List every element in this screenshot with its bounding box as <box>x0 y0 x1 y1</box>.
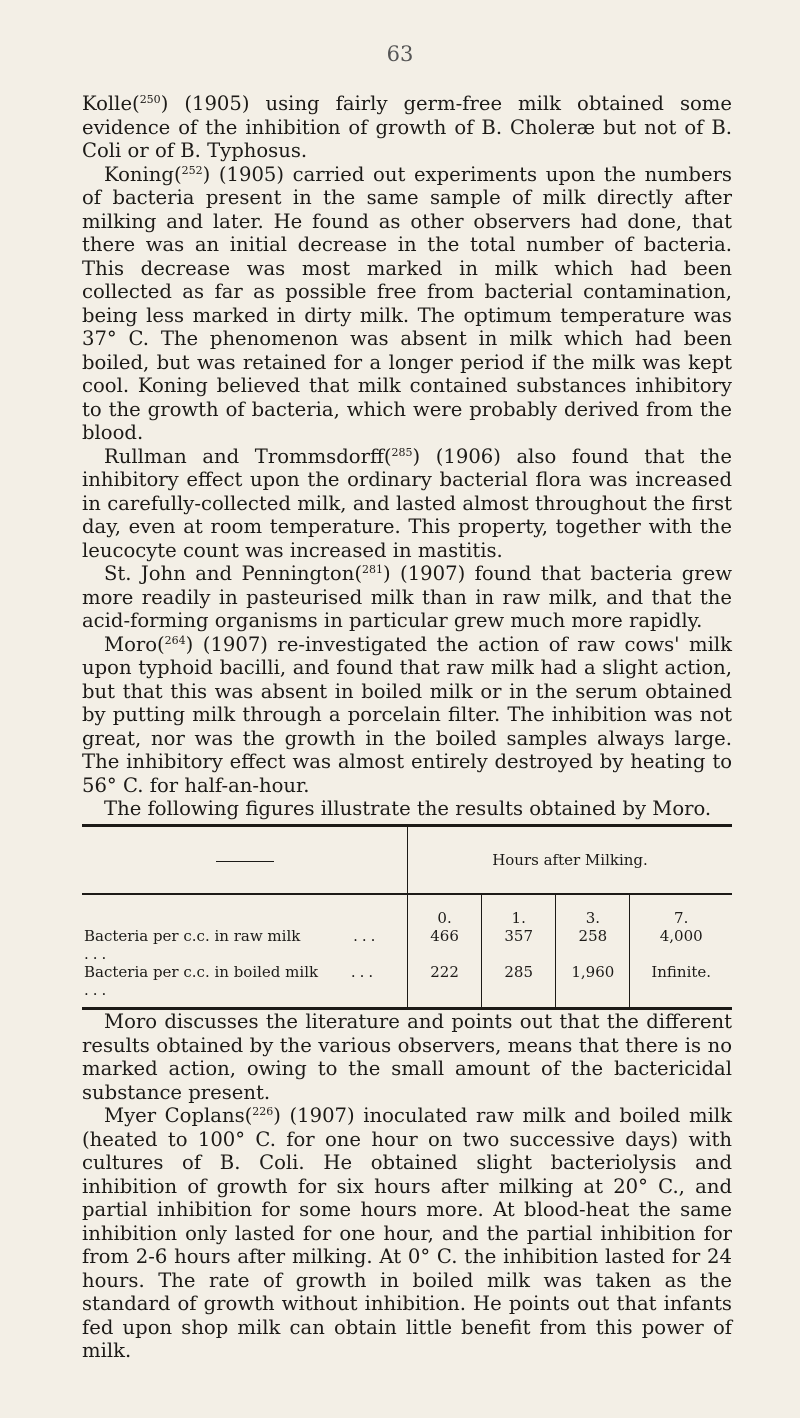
table-header-blank <box>82 826 408 895</box>
body-text-bottom <box>82 1010 732 1363</box>
cell-value: 258 <box>556 927 630 963</box>
leader-dots: ... ... <box>84 963 378 999</box>
paragraph-figures-intro: The following figures illustrate the results obtained by Moro. <box>104 797 712 820</box>
body-text-top <box>82 92 732 821</box>
cell-value: 357 <box>482 927 556 963</box>
leader-dots: ... ... <box>84 927 380 963</box>
hour-1: 1. <box>482 894 556 927</box>
cell-value: 1,960 <box>556 963 630 1009</box>
moro-results-table <box>82 824 732 1010</box>
paragraph-koning: Koning($^{252}$) (1905) carried out experiments upon the numbers of bacteria present in the same sample of milk directly after milking and later. He found as other observers had done, that there was an initial decrease in the total number of bacteria. This decrease was most marked in milk which had been collected as far as possible free from bacterial contamination, being less marked in dirty milk. The optimum temperature was 37° C. The phenomenon was absent in milk which had been boiled, but was retained for a longer period if the milk was kept cool. Koning believed that milk contained substances inhibitory to the growth of bacteria, which were probably derived from the blood. <box>82 162 732 444</box>
paragraph-moro-discusses: Moro discusses the literature and points out that the different results obtained by the various observers, means that there is no marked action, owing to the small amount of the bactericidal substance present. <box>82 1010 732 1104</box>
paragraph-rullman: Rullman and Trommsdorff($^{285}$) (1906) also found that the inhibitory effect upon the ordinary bacterial flora was increased in carefully-collected milk, and lasted almost throughout the first day, even at room temperature. This property, together with the leucocyte count was increased in mastitis. <box>82 444 732 562</box>
hour-7: 7. <box>674 909 689 927</box>
row-label: Bacteria per c.c. in raw milk <box>84 927 301 945</box>
cell-value: Infinite. <box>651 963 712 981</box>
row-label: Bacteria per c.c. in boiled milk <box>84 963 319 981</box>
paragraph-moro: Moro($^{264}$) (1907) re-investigated the action of raw cows' milk upon typhoid bacilli, and found that raw milk had a slight action, but that this was absent in boiled milk or in the serum obtained by putting milk through a porcelain filter. The inhibition was not great, nor was the growth in the boiled samples always large. The inhibitory effect was almost entirely destroyed by heating to 56° C. for half-an-hour. <box>82 632 732 797</box>
cell-value: 222 <box>408 963 482 1009</box>
table-row-boiled-milk <box>82 963 732 1009</box>
cell-value: 4,000 <box>659 927 703 945</box>
table-row-raw-milk <box>82 927 732 963</box>
cell-value: 285 <box>482 963 556 1009</box>
page-number: 63 <box>386 42 414 66</box>
paragraph-coplans: Myer Coplans($^{226}$) (1907) inoculated raw milk and boiled milk (heated to 100° C. for one hour on two successive days) with cultures of B. Coli. He obtained slight bacteriolysis and inhibition of growth for six hours after milking at 20° C., and partial inhibition for some hours more. At blood-heat the same inhibition only lasted for one hour, and the partial inhibition for from 2-6 hours after milking. At 0° C. the inhibition lasted for 24 hours. The rate of growth in boiled milk was taken as the standard of growth without inhibition. He points out that infants fed upon shop milk can obtain little benefit from this power of milk. <box>82 1104 733 1362</box>
hour-3: 3. <box>556 894 630 927</box>
paragraph-st-john: St. John and Pennington($^{281}$) (1907) found that bacteria grew more readily in pasteurised milk than in raw milk, and that the acid-forming organisms in particular grew much more rapidly. <box>82 562 732 632</box>
table-header-hours: Hours after Milking. <box>408 826 733 895</box>
paragraph-kolle: Kolle($^{250}$) (1905) using fairly germ-free milk obtained some evidence of the inhibition of growth of B. Choleræ but not of B. Coli or of B. Typhosus. <box>82 92 732 162</box>
cell-value: 466 <box>408 927 482 963</box>
hour-0: 0. <box>408 894 482 927</box>
